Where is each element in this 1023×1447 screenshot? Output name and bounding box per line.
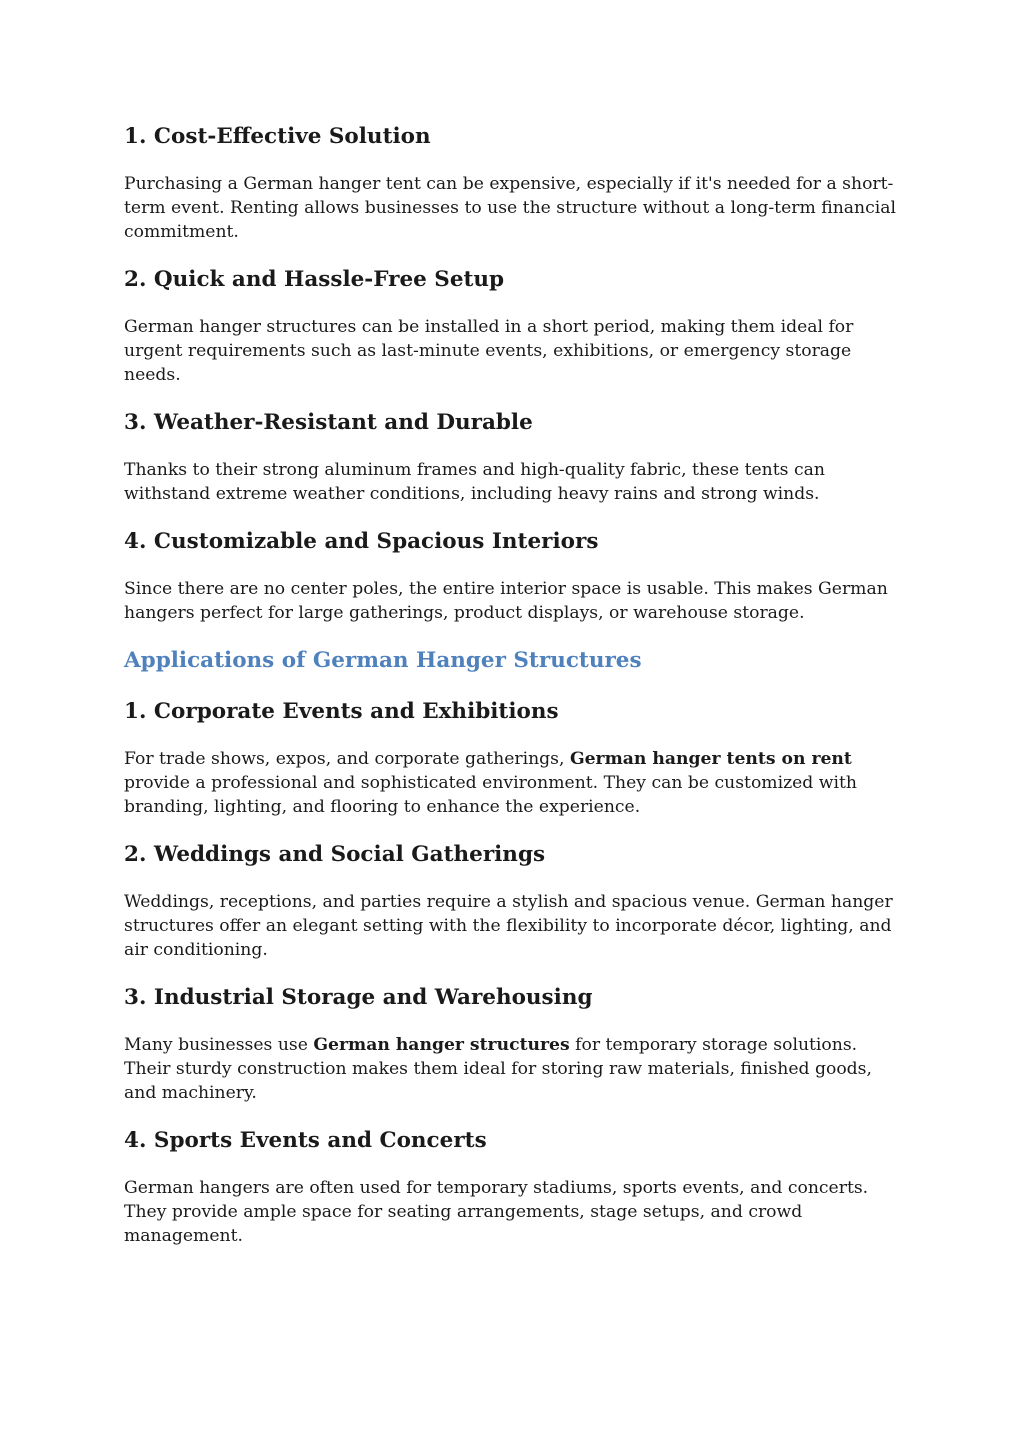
bold-keyword: German hanger tents on rent [569, 749, 852, 769]
section-body-weather-resistant: Thanks to their strong aluminum frames and high-quality fabric, these tents can withstand extreme weather conditions, including heavy rains and strong winds. [124, 460, 825, 504]
section-heading-customizable: 4. Customizable and Spacious Interiors [124, 529, 599, 554]
application-body-corporate [124, 747, 903, 819]
applications-title: Applications of German Hanger Structures [124, 648, 642, 673]
application-heading-sports: 4. Sports Events and Concerts [124, 1128, 487, 1153]
body-text: provide a professional and sophisticated environment. They can be customized with branding, lighting, and flooring to enhance the experience. [124, 773, 857, 817]
section-heading-quick-setup: 2. Quick and Hassle-Free Setup [124, 267, 505, 292]
bold-keyword: German hanger structures [313, 1035, 570, 1055]
section-heading-weather-resistant: 3. Weather-Resistant and Durable [124, 410, 533, 435]
application-body-sports: German hangers are often used for temporary stadiums, sports events, and concerts. They provide ample space for seating arrangements, stage setups, and crowd management. [124, 1178, 869, 1246]
application-heading-corporate: 1. Corporate Events and Exhibitions [124, 699, 559, 724]
body-text: Many businesses use [124, 1035, 314, 1055]
application-body-industrial [124, 1033, 903, 1105]
body-text: for temporary storage solutions. Their sturdy construction makes them ideal for storing raw materials, finished goods, and machinery. [124, 1035, 872, 1103]
application-heading-weddings: 2. Weddings and Social Gatherings [124, 842, 546, 867]
application-heading-industrial: 3. Industrial Storage and Warehousing [124, 985, 593, 1010]
section-body-customizable: Since there are no center poles, the entire interior space is usable. This makes German hangers perfect for large gatherings, product displays, or warehouse storage. [124, 579, 888, 623]
body-text: For trade shows, expos, and corporate gatherings, [124, 749, 570, 769]
application-body-weddings: Weddings, receptions, and parties require a stylish and spacious venue. German hanger structures offer an elegant setting with the flexibility to incorporate décor, lighting, and air conditioning. [124, 892, 893, 960]
section-body-cost-effective: Purchasing a German hanger tent can be expensive, especially if it's needed for a short-term event. Renting allows businesses to use the structure without a long-term financial commitment. [124, 174, 896, 242]
section-heading-cost-effective: 1. Cost-Effective Solution [124, 124, 431, 149]
section-body-quick-setup: German hanger structures can be installed in a short period, making them ideal for urgent requirements such as last-minute events, exhibitions, or emergency storage needs. [124, 317, 854, 385]
